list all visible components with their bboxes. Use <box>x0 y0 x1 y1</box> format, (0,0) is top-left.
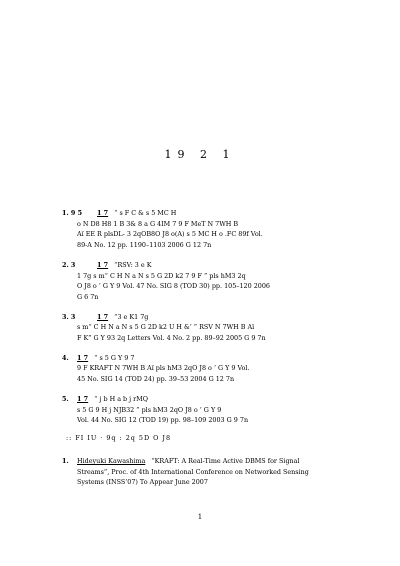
publication-author: Hideyuki Kawashima <box>77 457 146 465</box>
publication-item <box>62 456 362 497</box>
publication-list <box>62 208 352 435</box>
publication-item <box>62 312 352 344</box>
publication-line: Streams”, Proc. of 4th International Conference on Networked Sensing <box>77 467 309 476</box>
publication-line: 9 F KRAFT N 7WH B Aï pls hM3 2qO J8 o ’ G Y 9 Vol. <box>77 364 250 373</box>
publication-text: “KRAFT: A Real-Time Active DBMS for Signal <box>151 457 300 465</box>
publication-line <box>77 456 362 467</box>
publication-item <box>62 353 352 385</box>
publication-author: 1 7 <box>97 312 109 321</box>
publication-item <box>62 208 352 251</box>
publication-author: 1 7 <box>77 353 89 362</box>
publication-author: 1 7 <box>97 260 109 269</box>
publication-line <box>77 394 352 405</box>
publication-text: “ s 5 G Y 9 7 <box>94 353 135 362</box>
publication-line <box>77 312 352 323</box>
publication-line: Aï EE R plsDL- 3 2qOB8O J8 o(A) s 5 MC H o .FC 89f Vol. <box>77 230 263 239</box>
publication-line <box>77 260 352 271</box>
publication-line: 89-A No. 12 pp. 1190–1103 2006 G 12 7n <box>77 241 212 250</box>
publication-entry <box>62 456 362 488</box>
publication-item <box>62 394 352 426</box>
publication-item <box>62 260 352 303</box>
publication-line: O J8 o ’ G Y 9 Vol. 47 No. SIG 8 (TOD 30) pp. 105–120 2006 <box>77 282 270 291</box>
publication-number: 5. <box>62 394 69 403</box>
page-heading: 19 2 1 <box>164 148 236 161</box>
publication-line: G 6 7n <box>77 292 99 301</box>
publication-line: Vol. 44 No. SIG 12 (TOD 19) pp. 98–109 2003 G 9 7n <box>77 416 249 425</box>
publication-line: o N D8 H8 1 B 3& 8 a G 4IM 7 9 F MeT N 7WH B <box>77 219 239 228</box>
publication-number: 1. 9 5 <box>62 209 83 217</box>
publication-line <box>77 208 352 219</box>
publication-line: Systems (INSS’07) To Appear June 2007 <box>77 478 208 487</box>
publication-line: 1 7g s m“ C H N a N s 5 G 2D k2 7 9 F ” pls hM3 2q <box>77 271 246 280</box>
publication-text: “ j b H a b j rMQ <box>94 394 149 403</box>
publication-text: “RSV: 3 e K <box>114 260 152 269</box>
section-heading: :: FI IU · 9q : 2q 5D O J8 <box>66 434 172 442</box>
publication-number: 4. <box>62 353 69 362</box>
page-number: 1 <box>197 513 203 521</box>
publication-text: “ s F C & s 5 MC H <box>114 209 177 217</box>
publication-number: 1. <box>62 457 69 465</box>
publication-line <box>77 353 352 364</box>
publication-number: 3. 3 <box>62 312 76 321</box>
publication-line: 45 No. SIG 14 (TOD 24) pp. 39–53 2004 G 12 7n <box>77 375 235 384</box>
publication-line: F K” G Y 93 2q Letters Vol. 4 No. 2 pp. 89–92 2005 G 9 7n <box>77 334 266 343</box>
publication-text: “3 e K1 7g <box>114 312 149 321</box>
publication-number: 2. 3 <box>62 260 76 269</box>
publication-line: s 5 G 9 H j NJB32 ” pls hM3 2qO J8 o ’ G Y 9 <box>77 405 222 414</box>
publication-author: 1 7 <box>77 394 89 403</box>
publication-line: s m“ C H N a N s 5 G 2D k2 U H &’ ” RSV N 7WH B Aï <box>77 323 255 332</box>
publication-author: 1 7 <box>97 209 109 217</box>
